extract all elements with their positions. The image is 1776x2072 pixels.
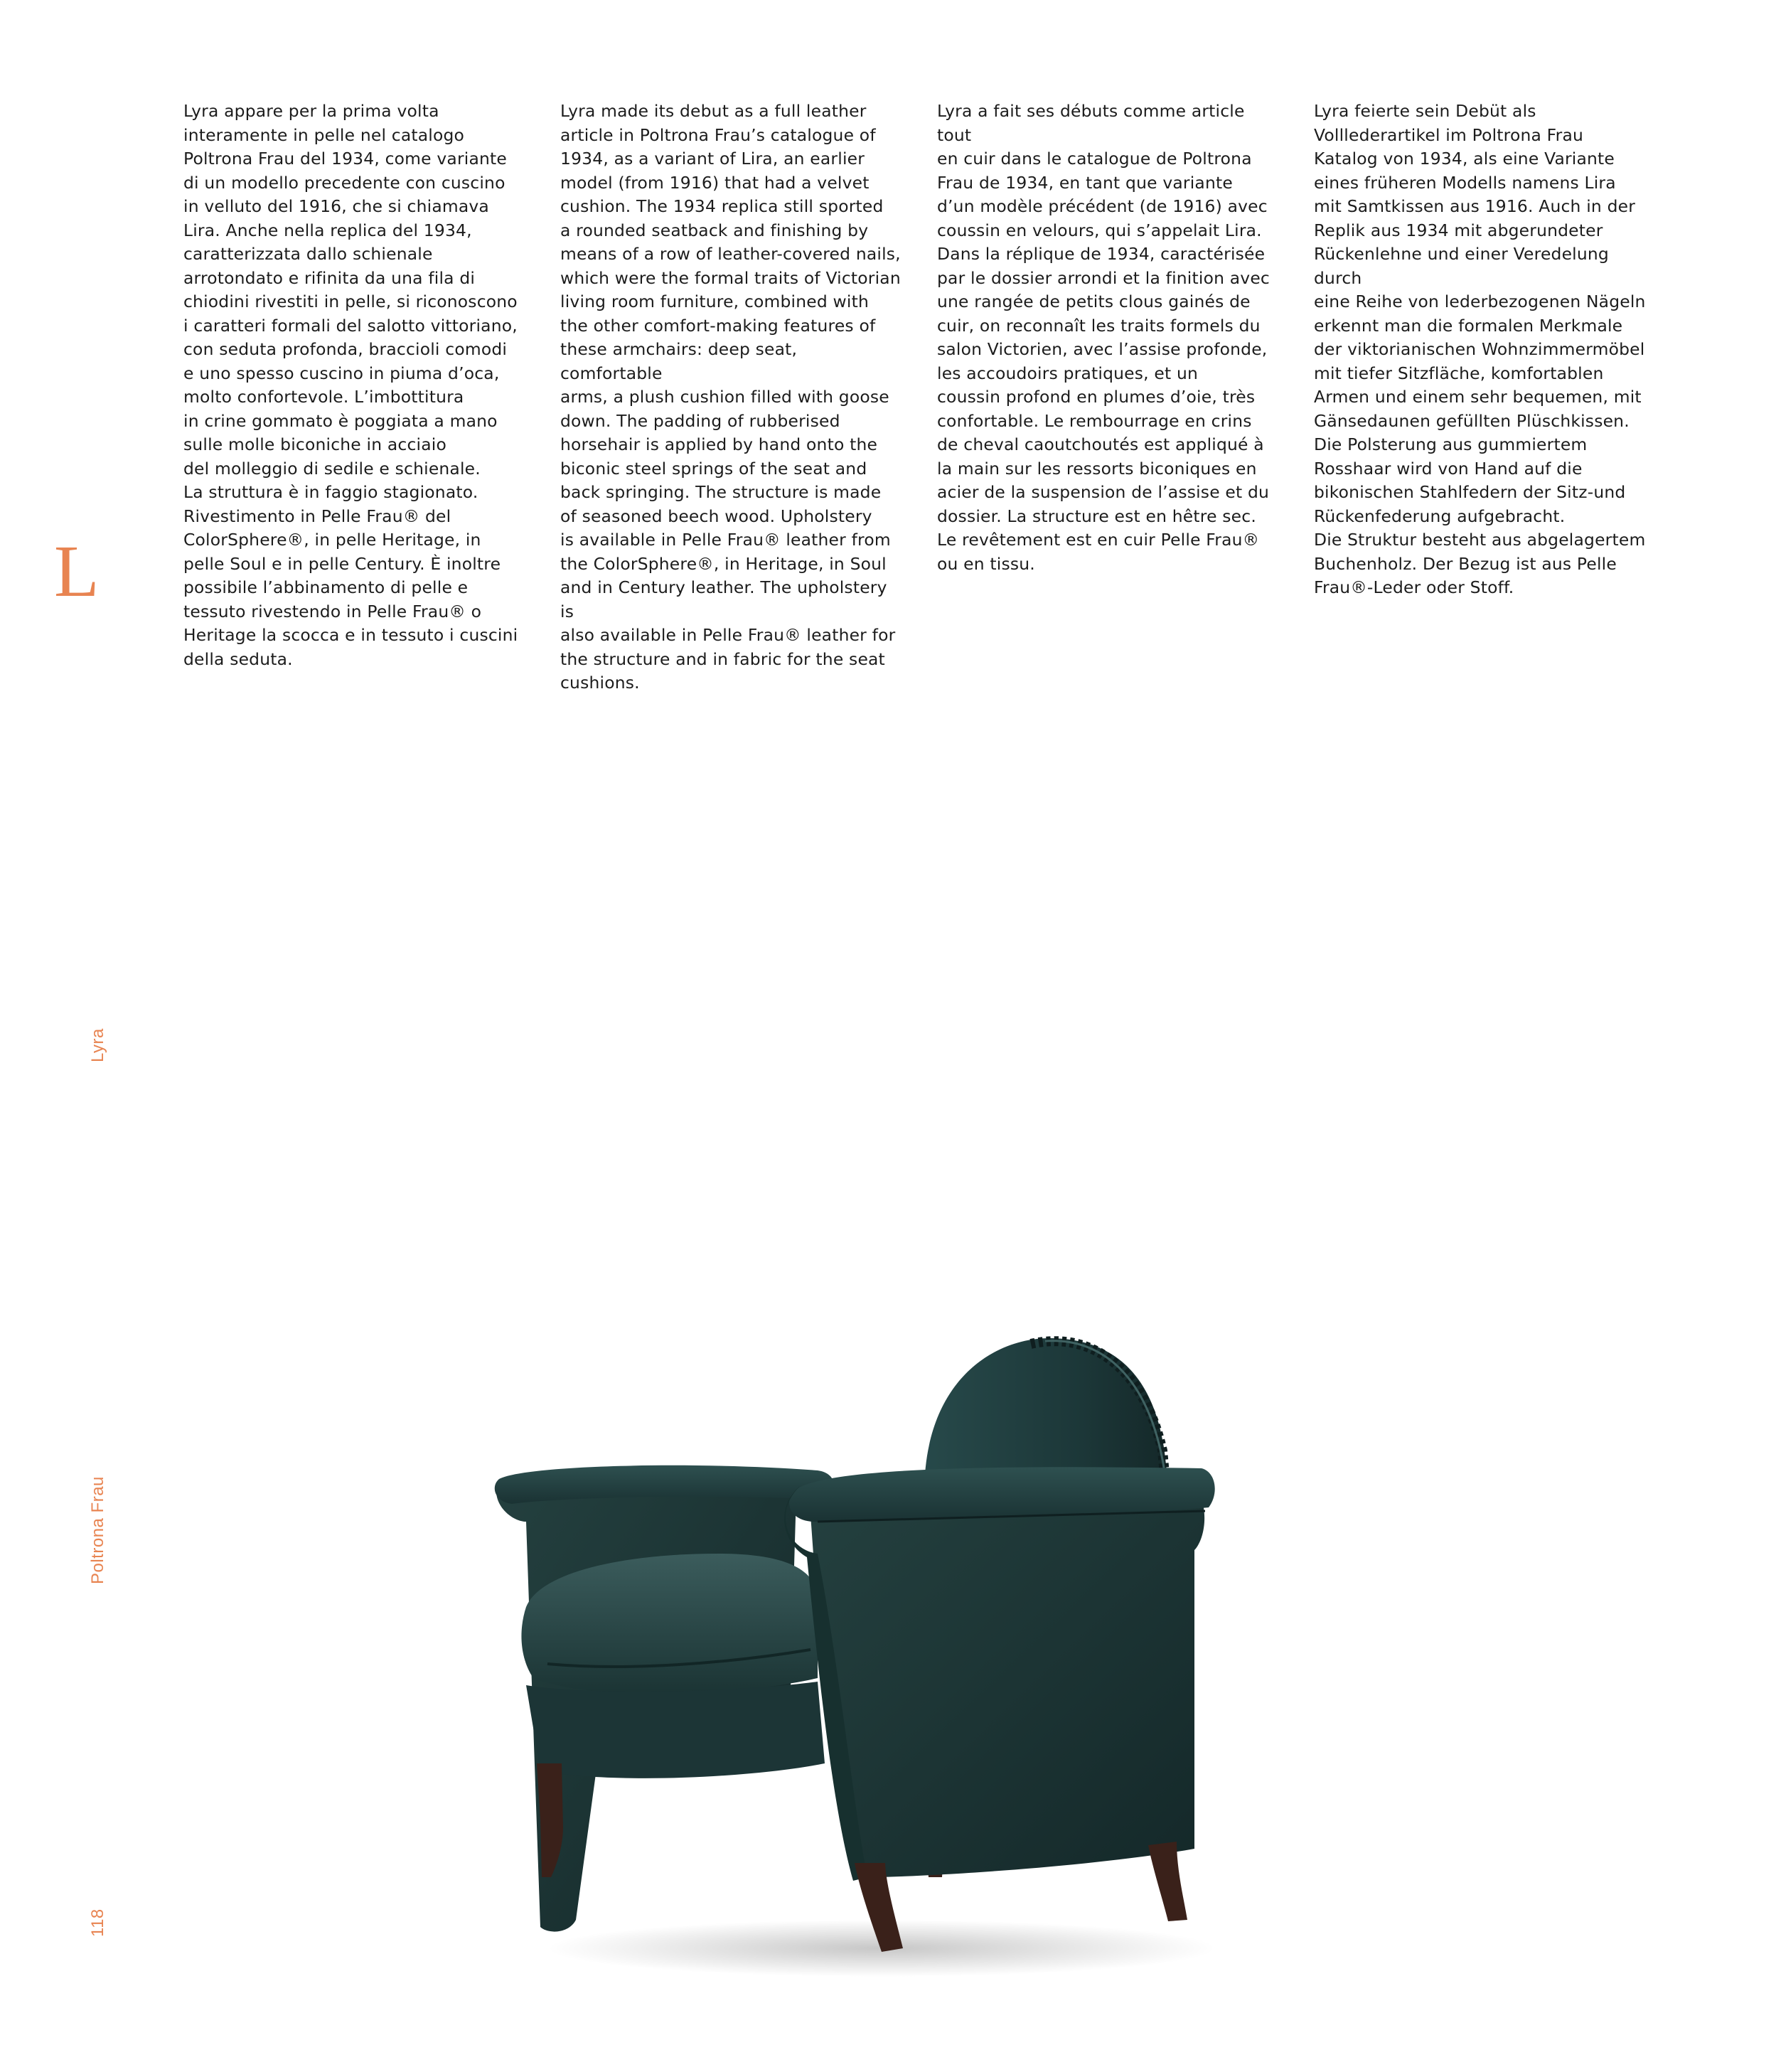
description-german: Lyra feierte sein Debüt als Volllederartikel im Poltrona Frau Katalog von 1934, als eine Variante eines früheren Modells namens Lira mit Samtkissen aus 1916. Auch in der Replik aus 1934 mit abgerundeter Rückenlehne und einer Veredelung durch eine Reihe von lederbezogenen Nägeln erkennt man die formalen Merkmale der viktorianischen Wohnzimmermöbel mit tiefer Sitzfläche, komfortablen Armen und einem sehr bequemen, mit Gänsedaunen gefüllten Plüschkissen. Die Polsterung aus gummiertem Rosshaar wird von Hand auf die bikonischen Stahlfedern der Sitz-und Rückenfederung aufgebracht. Die Struktur besteht aus abgelagertem Buchenholz. Der Bezug ist aus Pelle Frau®-Leder oder Stoff. bbox=[1314, 101, 1646, 597]
seat-front bbox=[526, 1682, 825, 1778]
armchair-photo bbox=[483, 1308, 1294, 1984]
description-english: Lyra made its debut as a full leather article in Poltrona Frau’s catalogue of 1934, as a variant of Lira, an earlier model (from 1916) that had a velvet cushion. The 1934 replica still sported a rounded seatback and finishing by means of a row of leather-covered nails, which were the formal traits of Victorian living room furniture, combined with the other comfort-making features of these armchairs: deep seat, comfortable arms, a plush cushion filled with goose down. The padding of rubberised horsehair is applied by hand onto the biconic steel springs of the seat and back springing. The structure is made of seasoned beech wood. Upholstery is available in Pelle Frau® leather from the ColorSphere®, in Heritage, in Soul and in Century leather. The upholstery is also available in Pelle Frau® leather for the structure and in fabric for the seat cushions. bbox=[560, 101, 901, 693]
rear-leg-near bbox=[1148, 1842, 1187, 1921]
section-initial: L bbox=[54, 530, 100, 612]
product-name-label: Lyra bbox=[88, 1028, 107, 1062]
right-side-panel bbox=[811, 1499, 1204, 1877]
description-french: Lyra a fait ses débuts comme article tout en cuir dans le catalogue de Poltrona Frau de 1934, en tant que variante d’un modèle précédent (de 1916) avec coussin en velours, qui s’appelait Lira. Dans la réplique de 1934, caractérisée par le dossier arrondi et la finition avec une rangée de petits clous gainés de cuir, on reconnaît les traits formels du salon Victorien, avec l’assise profonde, les accoudoirs pratiques, et un coussin profond en plumes d’oie, très confortable. Le rembourrage en crins de cheval caoutchoutés est appliqué à la main sur les ressorts biconiques en acier de la suspension de l’assise et du dossier. La structure est en hêtre sec. Le revêtement est en cuir Pelle Frau® ou en tissu. bbox=[937, 101, 1270, 574]
page-number: 118 bbox=[88, 1908, 107, 1937]
brand-label: Poltrona Frau bbox=[88, 1476, 107, 1584]
description-italian: Lyra appare per la prima volta interamente in pelle nel catalogo Poltrona Frau del 1934, come variante di un modello precedente con cuscino in velluto del 1916, che si chiamava Lira. Anche nella replica del 1934, caratterizzata dallo schienale arrotondato e rifinita da una fila di chiodini rivestiti in pelle, si riconoscono i caratteri formali del salotto vittoriano, con seduta profonda, braccioli comodi e uno spesso cuscino in piuma d’oca, molto confortevole. L’imbottitura in crine gommato è poggiata a mano sulle molle biconiche in acciaio del molleggio di sedile e schienale. La struttura è in faggio stagionato. Rivestimento in Pelle Frau® del ColorSphere®, in pelle Heritage, in pelle Soul e in pelle Century. È inoltre possibile l’abbinamento di pelle e tessuto rivestendo in Pelle Frau® o Heritage la scocca e in tessuto i cuscini della seduta. bbox=[183, 101, 518, 669]
